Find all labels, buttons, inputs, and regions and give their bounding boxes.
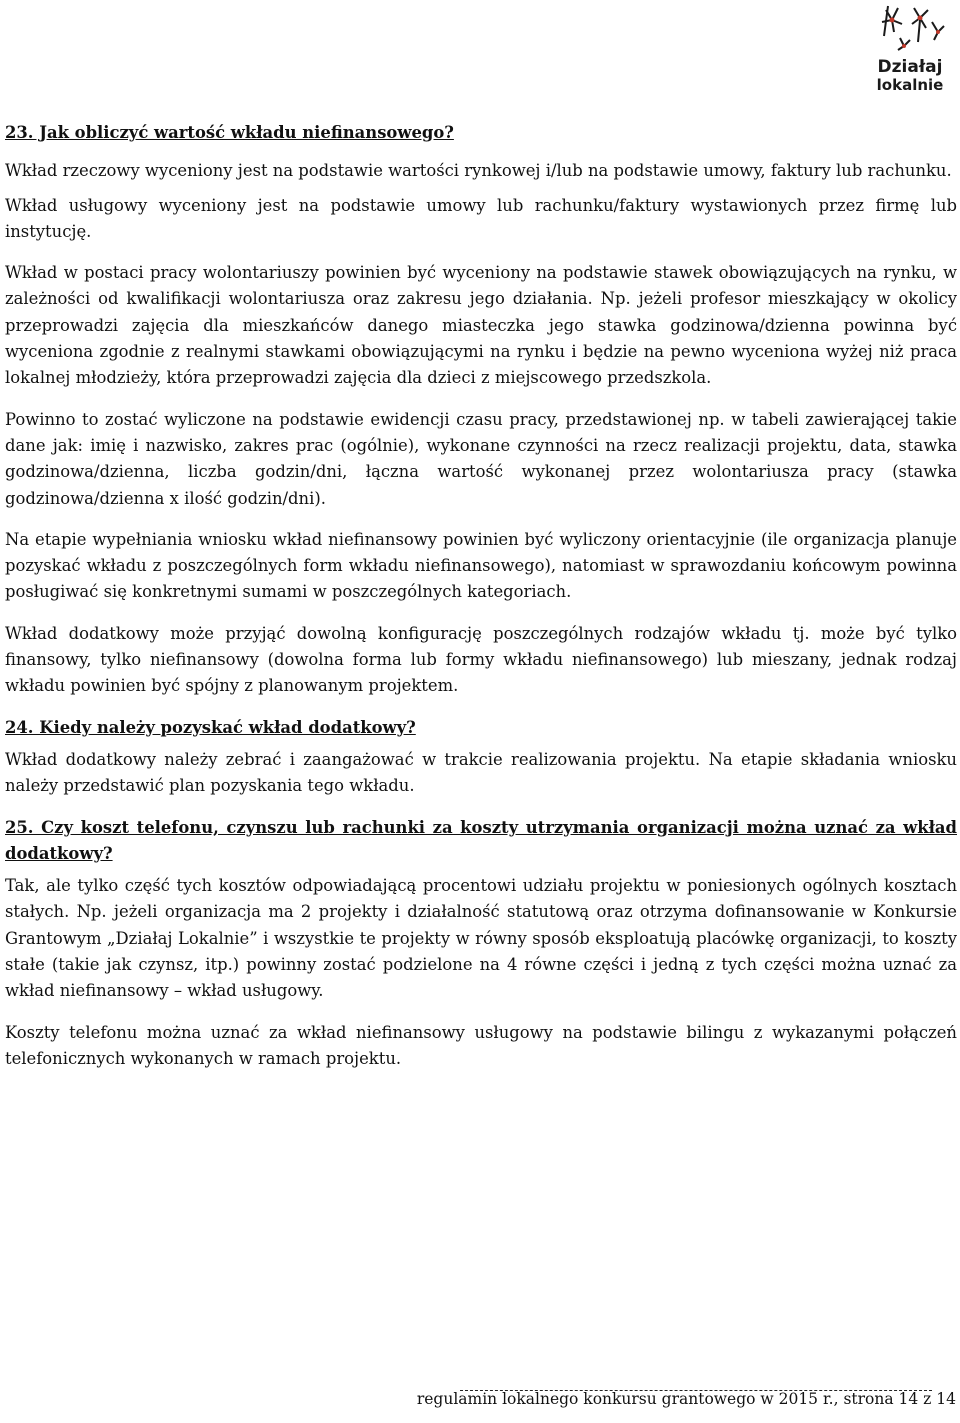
paragraph: Wkład w postaci pracy wolontariuszy powinien być wyceniony na podstawie stawek obowiązujących na rynku, w zależności od kwalifikacji wolontariusza oraz zakresu jego działania. Np. jeżeli profesor mieszkający w okolicy przeprowadzi zajęcia dla mieszkańców danego miasteczka jego stawka godzinowa/dzienna powinna być wyceniona zgodnie z realnymi stawkami obowiązującymi na rynku i będzie na pewno wyceniona wyżej niż praca lokalnej młodzieży, która przeprowadzi zajęcia dla dzieci z miejscowego przedszkola. bbox=[5, 263, 957, 388]
dzialaj-lokalnie-logo bbox=[874, 2, 946, 94]
paragraph: Wkład dodatkowy należy zebrać i zaangażować w trakcie realizowania projektu. Na etapie składania wniosku należy przedstawić plan pozyskania tego wkładu. bbox=[5, 749, 957, 796]
paragraph: Koszty telefonu można uznać za wkład niefinansowy usługowy na podstawie bilingu z wykazanymi połączeń telefonicznych wykonanych w ramach projektu. bbox=[5, 1022, 957, 1068]
logo-line2: lokalnie bbox=[876, 76, 944, 94]
section-heading-24: 24. Kiedy należy pozyskać wkład dodatkowy? bbox=[5, 717, 416, 737]
paragraph: Wkład usługowy wyceniony jest na podstawie umowy lub rachunku/faktury wystawionych przez firmę lub instytucję. bbox=[5, 195, 957, 241]
paragraph: Wkład dodatkowy może przyjąć dowolną konfigurację poszczególnych rodzajów wkładu tj. może być tylko finansowy, tylko niefinansowy (dowolna forma lub formy wkładu niefinansowego) lub mieszany, jednak rodzaj wkładu powinien być spójny z planowanym projektem. bbox=[5, 623, 957, 696]
flower-icon bbox=[882, 6, 944, 50]
paragraph: Powinno to zostać wyliczone na podstawie ewidencji czasu pracy, przedstawionej np. w tabeli zawierającej takie dane jak: imię i nazwisko, zakres prac (ogólnie), wykonane czynności na rzecz realizacji projektu, data, stawka godzinowa/dzienna, liczba godzin/dni, łączna wartość wykonanej przez wolontariusza pracy (stawka godzinowa/dzienna x ilość godzin/dni). bbox=[5, 409, 957, 508]
paragraph: Na etapie wypełniania wniosku wkład niefinansowy powinien być wyliczony orientacyjnie (ile organizacja planuje pozyskać wkładu z poszczególnych form wkładu niefinansowego), natomiast w sprawozdaniu końcowym powinna posługiwać się konkretnymi sumami w poszczególnych kategoriach. bbox=[5, 529, 957, 602]
document-body bbox=[5, 120, 957, 1087]
page-footer: regulamin lokalnego konkursu grantowego w 2015 r., strona 14 z 14 bbox=[416, 1390, 956, 1408]
logo-line1: Działaj bbox=[877, 57, 943, 77]
paragraph: Wkład rzeczowy wyceniony jest na podstawie wartości rynkowej i/lub na podstawie umowy, faktury lub rachunku. bbox=[5, 161, 952, 181]
section-heading-23: 23. Jak obliczyć wartość wkładu niefinansowego? bbox=[5, 123, 454, 142]
section-heading-25: 25. Czy koszt telefonu, czynszu lub rachunki za koszty utrzymania organizacji można uznać za wkład dodatkowy? bbox=[5, 817, 957, 863]
paragraph: Tak, ale tylko część tych kosztów odpowiadającą procentowi udziału projektu w poniesionych ogólnych kosztach stałych. Np. jeżeli organizacja ma 2 projekty i działalność statutową oraz otrzyma dofinansowanie w Konkursie Grantowym „Działaj Lokalnie” i wszystkie te projekty w równy sposób eksploatują placówkę organizacji, to koszty stałe (takie jak czynsz, itp.) powinny zostać podzielone na 4 równe części i jedną z tych części można uznać za wkład niefinansowy – wkład usługowy. bbox=[5, 876, 957, 1001]
